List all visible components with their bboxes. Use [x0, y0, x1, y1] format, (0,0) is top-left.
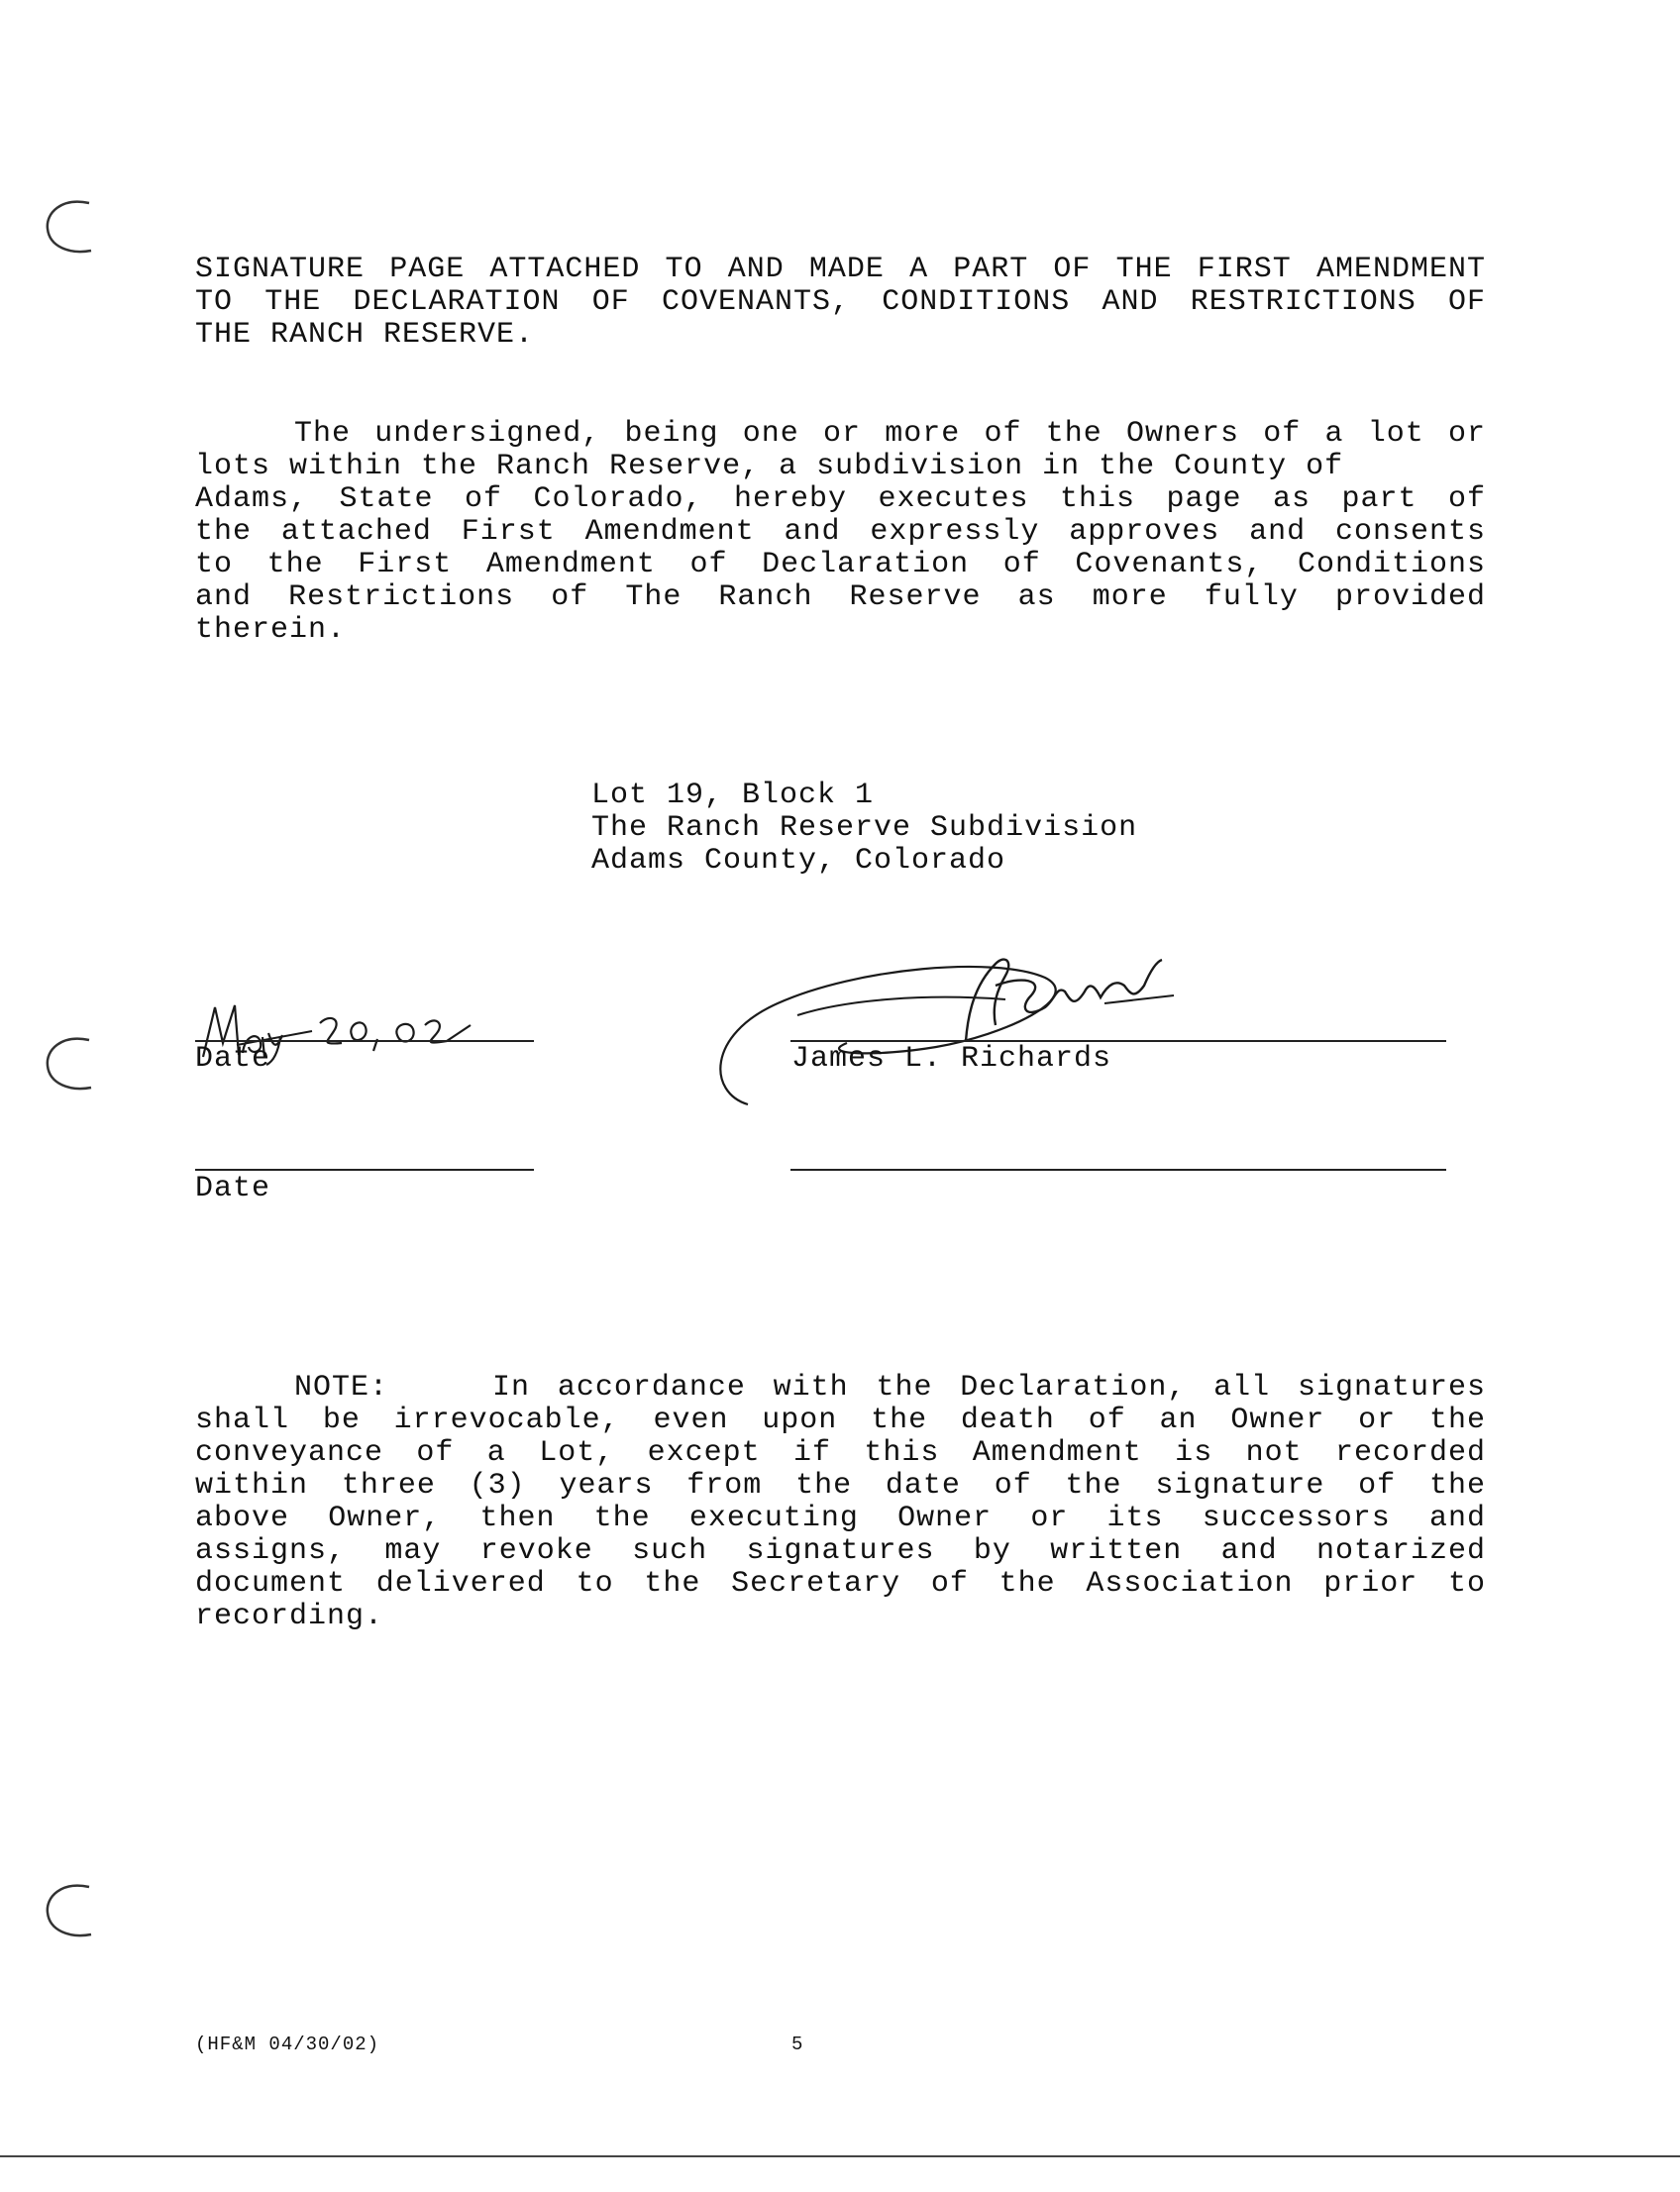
- note-line-8: recording.: [195, 1600, 384, 1633]
- second-owner-signature-line: [790, 1169, 1446, 1171]
- heading-line-1: SIGNATURE PAGE ATTACHED TO AND MADE A PART OF THE FIRST AMENDMENT: [195, 253, 1486, 286]
- body-line-4: the attached First Amendment and expressly approves and consents: [195, 515, 1486, 549]
- date-label-1: Date: [195, 1042, 271, 1076]
- note-line-4: within three (3) years from the date of the signature of the: [195, 1469, 1486, 1503]
- lot-line-1: Lot 19, Block 1: [591, 779, 875, 812]
- note-label: NOTE:: [294, 1371, 389, 1405]
- note-line-3: conveyance of a Lot, except if this Amendment is not recorded: [195, 1436, 1486, 1470]
- body-line-1: The undersigned, being one or more of the Owners of a lot or: [294, 417, 1486, 451]
- date-signature-line-2: [195, 1169, 534, 1171]
- body-line-5: to the First Amendment of Declaration of Covenants, Conditions: [195, 548, 1486, 581]
- heading-line-3: THE RANCH RESERVE.: [195, 318, 535, 352]
- body-line-3: Adams, State of Colorado, hereby executes this page as part of: [195, 482, 1486, 516]
- note-line-6: assigns, may revoke such signatures by written and notarized: [195, 1534, 1486, 1568]
- binder-hole-mark-top: [40, 193, 99, 262]
- note-line-7: document delivered to the Secretary of the Association prior to: [195, 1567, 1486, 1601]
- note-line-2: shall be irrevocable, even upon the death of an Owner or the: [195, 1404, 1486, 1437]
- owner-printed-name: James L. Richards: [791, 1042, 1112, 1076]
- body-line-2: lots within the Ranch Reserve, a subdivision in the County of: [195, 450, 1344, 483]
- binder-hole-mark-middle: [40, 1030, 99, 1099]
- date-label-2: Date: [195, 1172, 271, 1205]
- body-line-7: therein.: [195, 613, 347, 647]
- page-number: 5: [791, 2034, 804, 2055]
- body-line-6: and Restrictions of The Ranch Reserve as more fully provided: [195, 580, 1486, 614]
- lot-line-3: Adams County, Colorado: [591, 844, 1006, 878]
- note-line-1: In accordance with the Declaration, all signatures: [492, 1371, 1486, 1405]
- heading-line-2: TO THE DECLARATION OF COVENANTS, CONDITIONS AND RESTRICTIONS OF: [195, 285, 1486, 319]
- note-line-5: above Owner, then the executing Owner or its successors and: [195, 1502, 1486, 1535]
- binder-hole-mark-bottom: [40, 1877, 99, 1946]
- lot-line-2: The Ranch Reserve Subdivision: [591, 811, 1138, 845]
- scan-edge-line: [0, 2155, 1680, 2157]
- document-code: (HF&M 04/30/02): [195, 2034, 380, 2055]
- owner-signature: [708, 916, 1223, 1114]
